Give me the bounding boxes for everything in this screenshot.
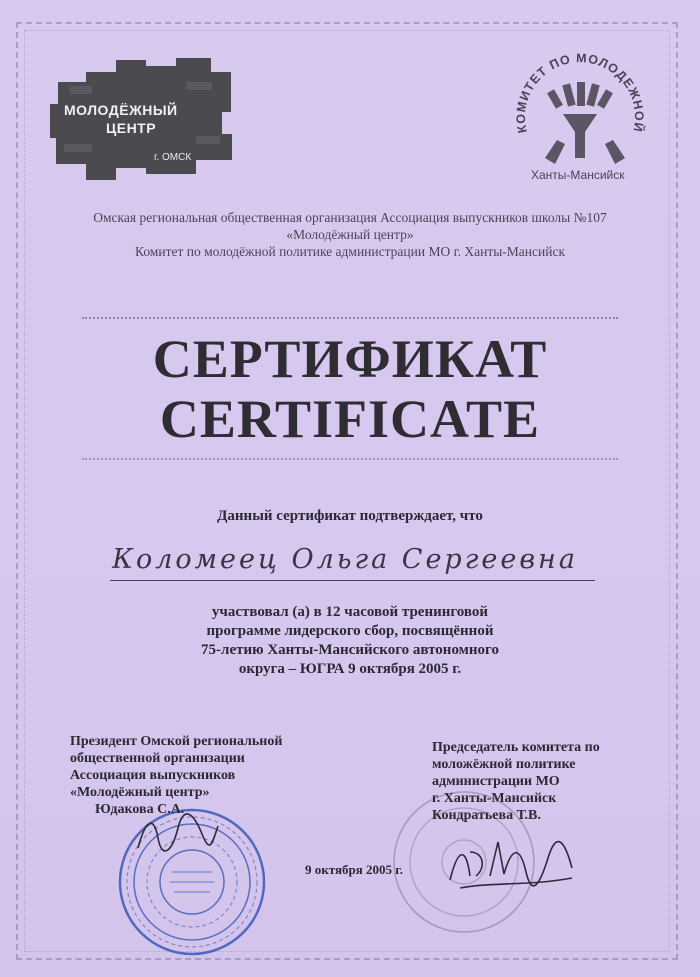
signatory-left-line3: Ассоциация выпускников <box>70 768 236 783</box>
logo-right-arc-text: КОМИТЕТ ПО МОЛОДЕЖНОЙ <box>513 51 647 135</box>
organization-line1: Омская региональная общественная организация Ассоциация выпускников школы №107 <box>93 210 607 225</box>
signatory-right-line4: г. Ханты-Мансийск <box>432 791 557 806</box>
organization-line3: Комитет по молодёжной политике администрации МО г. Ханты-Мансийск <box>134 244 566 259</box>
molodezhny-centr-logo <box>46 52 236 184</box>
logo-right-city: Ханты-Мансийск <box>531 168 625 182</box>
divider-bottom <box>82 458 618 460</box>
logo-left-line2: ЦЕНТР <box>106 120 157 136</box>
signatory-left-line2: общественной организации <box>70 751 245 766</box>
signatory-left-name: Юдакова С.А. <box>95 802 185 817</box>
body-line3: 75-летию Ханты-Мансийского автономного <box>201 642 499 658</box>
signatory-right-line3: администрации МО <box>432 774 560 789</box>
signatory-left <box>70 733 282 818</box>
body-line1: участвовал (а) в 12 часовой тренинговой <box>211 604 489 620</box>
title-en: CERTIFICATE <box>159 389 541 449</box>
signatory-right-line2: моложёжной политике <box>432 757 576 772</box>
signatory-left-line1: Президент Омской региональной <box>70 734 283 749</box>
divider-top <box>82 317 618 319</box>
title-ru: СЕРТИФИКАТ <box>152 329 548 389</box>
logo-left-city: г. ОМСК <box>154 152 192 163</box>
organization-line2: «Молодёжный центр» <box>286 227 414 242</box>
signature-right <box>440 828 580 898</box>
body-line4: округа – ЮГРА 9 октября 2005 г. <box>238 661 462 677</box>
signatory-right <box>432 739 600 824</box>
signatory-right-line1: Председатель комитета по <box>432 740 600 755</box>
confirms-text: Данный сертификат подтверждает, что <box>217 508 483 524</box>
recipient-name: Коломеец Ольга Сергеевна <box>112 544 578 575</box>
logo-left-line1: МОЛОДЁЖНЫЙ <box>64 102 178 118</box>
signatory-right-name: Кондратьева Т.В. <box>432 808 541 823</box>
recipient-underline <box>110 580 595 581</box>
signatory-left-line4: «Молодёжный центр» <box>70 785 210 800</box>
committee-emblem-logo <box>505 40 655 190</box>
issue-date: 9 октября 2005 г. <box>305 862 403 877</box>
body-line2: программе лидерского сбор, посвящённой <box>206 623 494 639</box>
